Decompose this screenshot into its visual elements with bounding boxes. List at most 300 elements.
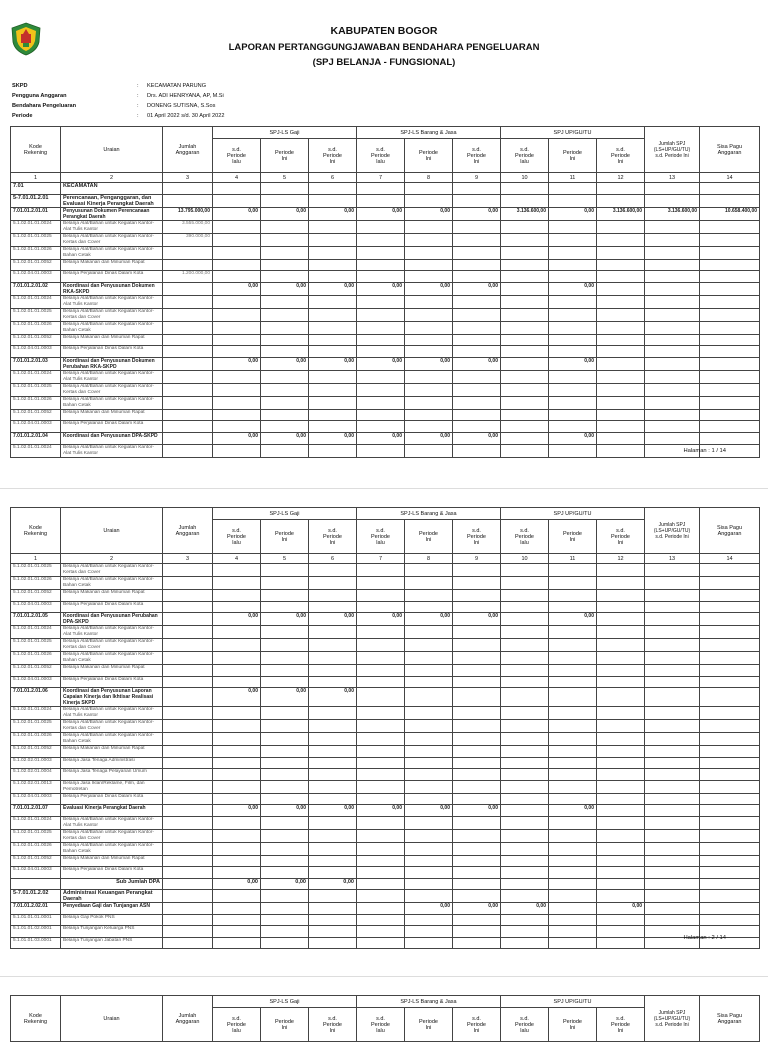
cell-value [597,707,645,720]
cell-value [163,937,213,949]
cell-value [213,652,261,665]
cell-value: 0,00 [309,207,357,220]
cell-value [213,564,261,577]
cell-value [163,626,213,639]
cell-value [163,903,213,915]
cell-kode: 5.1.02.01.01.0052 [11,746,61,758]
cell-kode: 5.1.02.01.01.0025 [11,829,61,842]
cell-value: 0,00 [357,805,405,817]
cell-value [261,590,309,602]
cell-value [501,308,549,321]
cell-value [357,246,405,259]
cell-value [597,816,645,829]
cell-value [645,626,700,639]
cell-kode: 5.1.01.01.01.0001 [11,914,61,926]
cell-value: 0,00 [549,613,597,626]
col-number: 3 [163,173,213,183]
cell-value [453,194,501,207]
cell-value [309,246,357,259]
cell-value [645,370,700,383]
cell-uraian: Belanja Alat/Bahan untuk Kegiatan Kantor-Alat Tulis Kantor [61,707,163,720]
cell-value [645,194,700,207]
cell-uraian: Perencanaan, Penganggaran, dan Evaluasi Kinerja Perangkat Daerah [61,194,163,207]
col-jumlah-anggaran: Jumlah Anggaran [163,996,213,1042]
cell-value: 0,00 [213,613,261,626]
cell-value [700,233,760,246]
table-row [11,233,760,246]
cell-value [163,780,213,793]
cell-value [405,370,453,383]
cell-value: 0,00 [453,207,501,220]
cell-value: 0,00 [357,282,405,295]
cell-kode: 5.1.02.04.01.0003 [11,346,61,358]
cell-value [261,444,309,457]
cell-value [405,421,453,433]
cell-value [309,370,357,383]
cell-value [213,890,261,903]
cell-value [597,746,645,758]
cell-value: 390.000,00 [163,233,213,246]
cell-value [549,829,597,842]
cell-value [645,308,700,321]
cell-value [597,194,645,207]
cell-value [357,733,405,746]
col-number: 7 [357,173,405,183]
col-sd-periode-ini: s.d. Periode Ini [453,520,501,554]
cell-value [549,194,597,207]
cell-value [357,665,405,677]
cell-value [309,444,357,457]
cell-value [357,601,405,613]
cell-value [163,432,213,444]
cell-value [597,890,645,903]
cell-value [453,409,501,421]
cell-value [163,282,213,295]
cell-value [309,259,357,271]
cell-value [597,926,645,938]
cell-value: 0,00 [357,207,405,220]
cell-value [597,688,645,707]
table-row [11,246,760,259]
cell-value: 3.136.600,00 [597,207,645,220]
cell-value: 0,00 [213,432,261,444]
col-sd-periode-lalu: s.d. Periode lalu [213,139,261,173]
cell-value [405,926,453,938]
col-periode-ini: Periode Ini [549,1008,597,1042]
col-jumlah-spj: Jumlah SPJ (LS+UP/GU/TU) s.d. Periode Ini [645,508,700,554]
cell-value: 0,00 [261,805,309,817]
cell-value [700,639,760,652]
cell-value [309,383,357,396]
cell-value [405,665,453,677]
cell-value [700,626,760,639]
meta-row-skpd [12,81,447,91]
col-number: 12 [597,173,645,183]
cell-value [645,383,700,396]
cell-value [213,321,261,334]
table-row [11,396,760,409]
cell-value [453,793,501,805]
cell-value [309,867,357,879]
col-sd-periode-lalu: s.d. Periode lalu [213,520,261,554]
cell-value [309,746,357,758]
cell-kode: 5.1.02.01.01.0025 [11,383,61,396]
cell-value [501,676,549,688]
cell-value [453,665,501,677]
cell-value [261,867,309,879]
cell-value: 0,00 [261,432,309,444]
cell-value [597,842,645,855]
meta-value: 01 April 2022 s/d. 30 April 2022 [147,113,225,119]
col-group-spj-ls-barang-jasa: SPJ-LS Barang & Jasa [357,127,501,139]
cell-value [501,220,549,233]
cell-value: 0,00 [261,613,309,626]
cell-value [261,914,309,926]
cell-kode: 5.1.02.01.01.0026 [11,321,61,334]
cell-value [309,926,357,938]
cell-value [597,409,645,421]
cell-value [213,842,261,855]
table-row [11,688,760,707]
table-row [11,639,760,652]
cell-value [645,601,700,613]
cell-value [357,259,405,271]
cell-value [501,564,549,577]
cell-value [309,639,357,652]
cell-value [309,855,357,867]
col-uraian: Uraian [61,996,163,1042]
cell-uraian: Belanja Perjalanan Dinas Dalam Kota [61,793,163,805]
cell-value [645,707,700,720]
table-row [11,194,760,207]
cell-value [405,233,453,246]
cell-value: 0,00 [309,432,357,444]
cell-value [700,757,760,769]
cell-value [501,613,549,626]
col-number: 3 [163,554,213,564]
cell-value [357,914,405,926]
cell-value [163,194,213,207]
table-row [11,183,760,195]
cell-value [597,769,645,781]
cell-value [405,577,453,590]
cell-value [261,564,309,577]
meta-value: Drs. ADI HENRYANA, AP, M.Si [147,93,224,99]
cell-value [597,757,645,769]
report-regency-title: KABUPATEN BOGOR [330,25,438,37]
cell-uraian: Belanja Alat/Bahan untuk Kegiatan Kantor-Bahan Cetak [61,733,163,746]
cell-value [261,246,309,259]
cell-value [501,370,549,383]
cell-value [597,829,645,842]
cell-kode: 5.1.02.04.01.0003 [11,271,61,283]
cell-value [597,357,645,370]
cell-value [261,926,309,938]
col-number: 10 [501,554,549,564]
cell-value [501,842,549,855]
cell-value: 0,00 [549,432,597,444]
cell-value [700,676,760,688]
col-sd-periode-lalu: s.d. Periode lalu [357,139,405,173]
cell-value [405,746,453,758]
cell-value [357,746,405,758]
cell-value [645,688,700,707]
cell-uraian: Koordinasi dan Penyusunan Dokumen RKA-SKPD [61,282,163,295]
cell-value [405,652,453,665]
cell-value [357,383,405,396]
cell-value [597,780,645,793]
cell-value [261,816,309,829]
cell-value [261,421,309,433]
cell-value [597,564,645,577]
cell-value [549,590,597,602]
cell-value [357,577,405,590]
cell-value [597,282,645,295]
cell-value [700,370,760,383]
cell-value [163,308,213,321]
cell-value [597,308,645,321]
cell-value [213,720,261,733]
cell-value [163,321,213,334]
cell-value [501,720,549,733]
cell-value [700,707,760,720]
cell-value [645,220,700,233]
report-page-3 [0,976,768,1034]
cell-value [549,220,597,233]
cell-value [453,639,501,652]
cell-value [453,577,501,590]
cell-value [261,780,309,793]
cell-value [261,346,309,358]
cell-value [163,733,213,746]
cell-value [213,246,261,259]
cell-value [501,829,549,842]
cell-value [261,295,309,308]
cell-value [700,769,760,781]
cell-value [453,780,501,793]
cell-value [549,233,597,246]
cell-value [261,396,309,409]
col-jumlah-anggaran: Jumlah Anggaran [163,127,213,173]
cell-value [357,626,405,639]
report-title: LAPORAN PERTANGGUNGJAWABAN BENDAHARA PENGELUARAN [228,42,540,53]
cell-value [163,914,213,926]
cell-kode: 7.01.01.2.01.02 [11,282,61,295]
cell-kode: 5.1.02.01.01.0026 [11,246,61,259]
cell-value [357,867,405,879]
cell-value [700,613,760,626]
cell-value [213,334,261,346]
cell-value [163,805,213,817]
cell-value [213,793,261,805]
cell-value [405,396,453,409]
cell-kode: 5.1.02.02.01.0004 [11,769,61,781]
cell-value [549,383,597,396]
cell-value [597,878,645,890]
cell-value [501,396,549,409]
cell-value [700,733,760,746]
cell-value [645,805,700,817]
cell-value [405,271,453,283]
cell-value [700,564,760,577]
table-row [11,409,760,421]
cell-uraian: Belanja Alat/Bahan untuk Kegiatan Kantor-Kertas dan Cover [61,233,163,246]
cell-value [261,220,309,233]
cell-value [357,444,405,457]
cell-value [501,233,549,246]
cell-value [597,720,645,733]
cell-kode: 5.1.02.01.01.0025 [11,720,61,733]
cell-value [597,421,645,433]
cell-value [549,639,597,652]
cell-value [453,746,501,758]
cell-value [597,590,645,602]
cell-value [261,183,309,195]
cell-value [597,805,645,817]
cell-kode: 5.1.02.01.01.0024 [11,220,61,233]
cell-uraian: Belanja Alat/Bahan untuk Kegiatan Kantor-Kertas dan Cover [61,564,163,577]
cell-value [501,878,549,890]
cell-value: 0,00 [309,282,357,295]
cell-value: 0,00 [261,878,309,890]
cell-value [597,370,645,383]
cell-value [597,346,645,358]
cell-value [163,346,213,358]
cell-value [453,259,501,271]
cell-value [261,639,309,652]
cell-value: 0,00 [309,805,357,817]
cell-uraian: Belanja Alat/Bahan untuk Kegiatan Kantor-Alat Tulis Kantor [61,816,163,829]
cell-value [549,676,597,688]
cell-value [405,720,453,733]
cell-uraian: Belanja Alat/Bahan untuk Kegiatan Kantor-Bahan Cetak [61,842,163,855]
cell-value [700,282,760,295]
cell-value [700,590,760,602]
cell-value [700,220,760,233]
cell-value [549,346,597,358]
cell-value [213,346,261,358]
cell-value: 0,00 [453,613,501,626]
cell-value [357,688,405,707]
meta-label: Periode [12,113,33,119]
cell-value [645,577,700,590]
cell-value [309,890,357,903]
cell-value [549,601,597,613]
col-periode-ini: Periode Ini [549,139,597,173]
cell-value [357,780,405,793]
cell-kode: 5.1.01.01.03.0001 [11,937,61,949]
col-number: 4 [213,554,261,564]
cell-value [261,409,309,421]
col-sd-periode-lalu: s.d. Periode lalu [357,1008,405,1042]
col-number: 13 [645,173,700,183]
cell-value [501,733,549,746]
cell-value [405,601,453,613]
cell-kode: 5.1.02.02.01.0003 [11,757,61,769]
col-periode-ini: Periode Ini [261,1008,309,1042]
col-jumlah-spj: Jumlah SPJ (LS+UP/GU/TU) s.d. Periode Ini [645,127,700,173]
cell-value [405,346,453,358]
cell-uraian: Belanja Alat/Bahan untuk Kegiatan Kantor-Kertas dan Cover [61,308,163,321]
cell-value [261,769,309,781]
cell-value [163,259,213,271]
col-number: 2 [61,173,163,183]
cell-value [163,613,213,626]
table-row [11,321,760,334]
meta-label: Pengguna Anggaran [12,93,67,99]
cell-kode [11,878,61,890]
cell-value [453,878,501,890]
cell-uraian: Belanja Makanan dan Minuman Rapat [61,259,163,271]
cell-value [261,271,309,283]
cell-value [645,842,700,855]
cell-value [357,220,405,233]
cell-value: 3.555.000,00 [163,220,213,233]
cell-value [213,867,261,879]
cell-uraian: Belanja Alat/Bahan untuk Kegiatan Kantor-Kertas dan Cover [61,829,163,842]
cell-value: 0,00 [213,207,261,220]
cell-value [213,601,261,613]
cell-value [163,688,213,707]
cell-value [261,757,309,769]
cell-value: 0,00 [453,357,501,370]
cell-value [163,926,213,938]
cell-uraian: Belanja Alat/Bahan untuk Kegiatan Kantor-Alat Tulis Kantor [61,370,163,383]
cell-value [501,577,549,590]
cell-value [163,769,213,781]
cell-value [645,780,700,793]
cell-value [549,780,597,793]
cell-value [597,577,645,590]
cell-value [645,890,700,903]
cell-value [163,746,213,758]
cell-value [309,903,357,915]
cell-value [501,259,549,271]
cell-value [549,733,597,746]
cell-value [213,733,261,746]
cell-value [645,746,700,758]
cell-value [453,220,501,233]
table-row [11,733,760,746]
cell-value [213,396,261,409]
cell-kode: 5.1.01.01.02.0001 [11,926,61,938]
cell-value [213,194,261,207]
cell-value [549,926,597,938]
report-page-1 [0,0,768,470]
cell-value [501,601,549,613]
cell-kode: 5.1.02.04.01.0003 [11,676,61,688]
cell-value [309,720,357,733]
cell-value [213,421,261,433]
cell-kode: 5.1.02.01.01.0026 [11,396,61,409]
cell-value [645,295,700,308]
cell-value [213,816,261,829]
cell-value [597,652,645,665]
report-meta [12,81,447,121]
cell-value [357,652,405,665]
col-jumlah-spj: Jumlah SPJ (LS+UP/GU/TU) s.d. Periode Ini [645,996,700,1042]
cell-value [405,183,453,195]
cell-value: 0,00 [261,282,309,295]
cell-value [501,639,549,652]
cell-value [700,746,760,758]
cell-kode: 5.1.02.01.01.0024 [11,295,61,308]
cell-value [453,183,501,195]
cell-value [453,733,501,746]
cell-value [453,421,501,433]
col-periode-ini: Periode Ini [405,139,453,173]
cell-value [405,194,453,207]
